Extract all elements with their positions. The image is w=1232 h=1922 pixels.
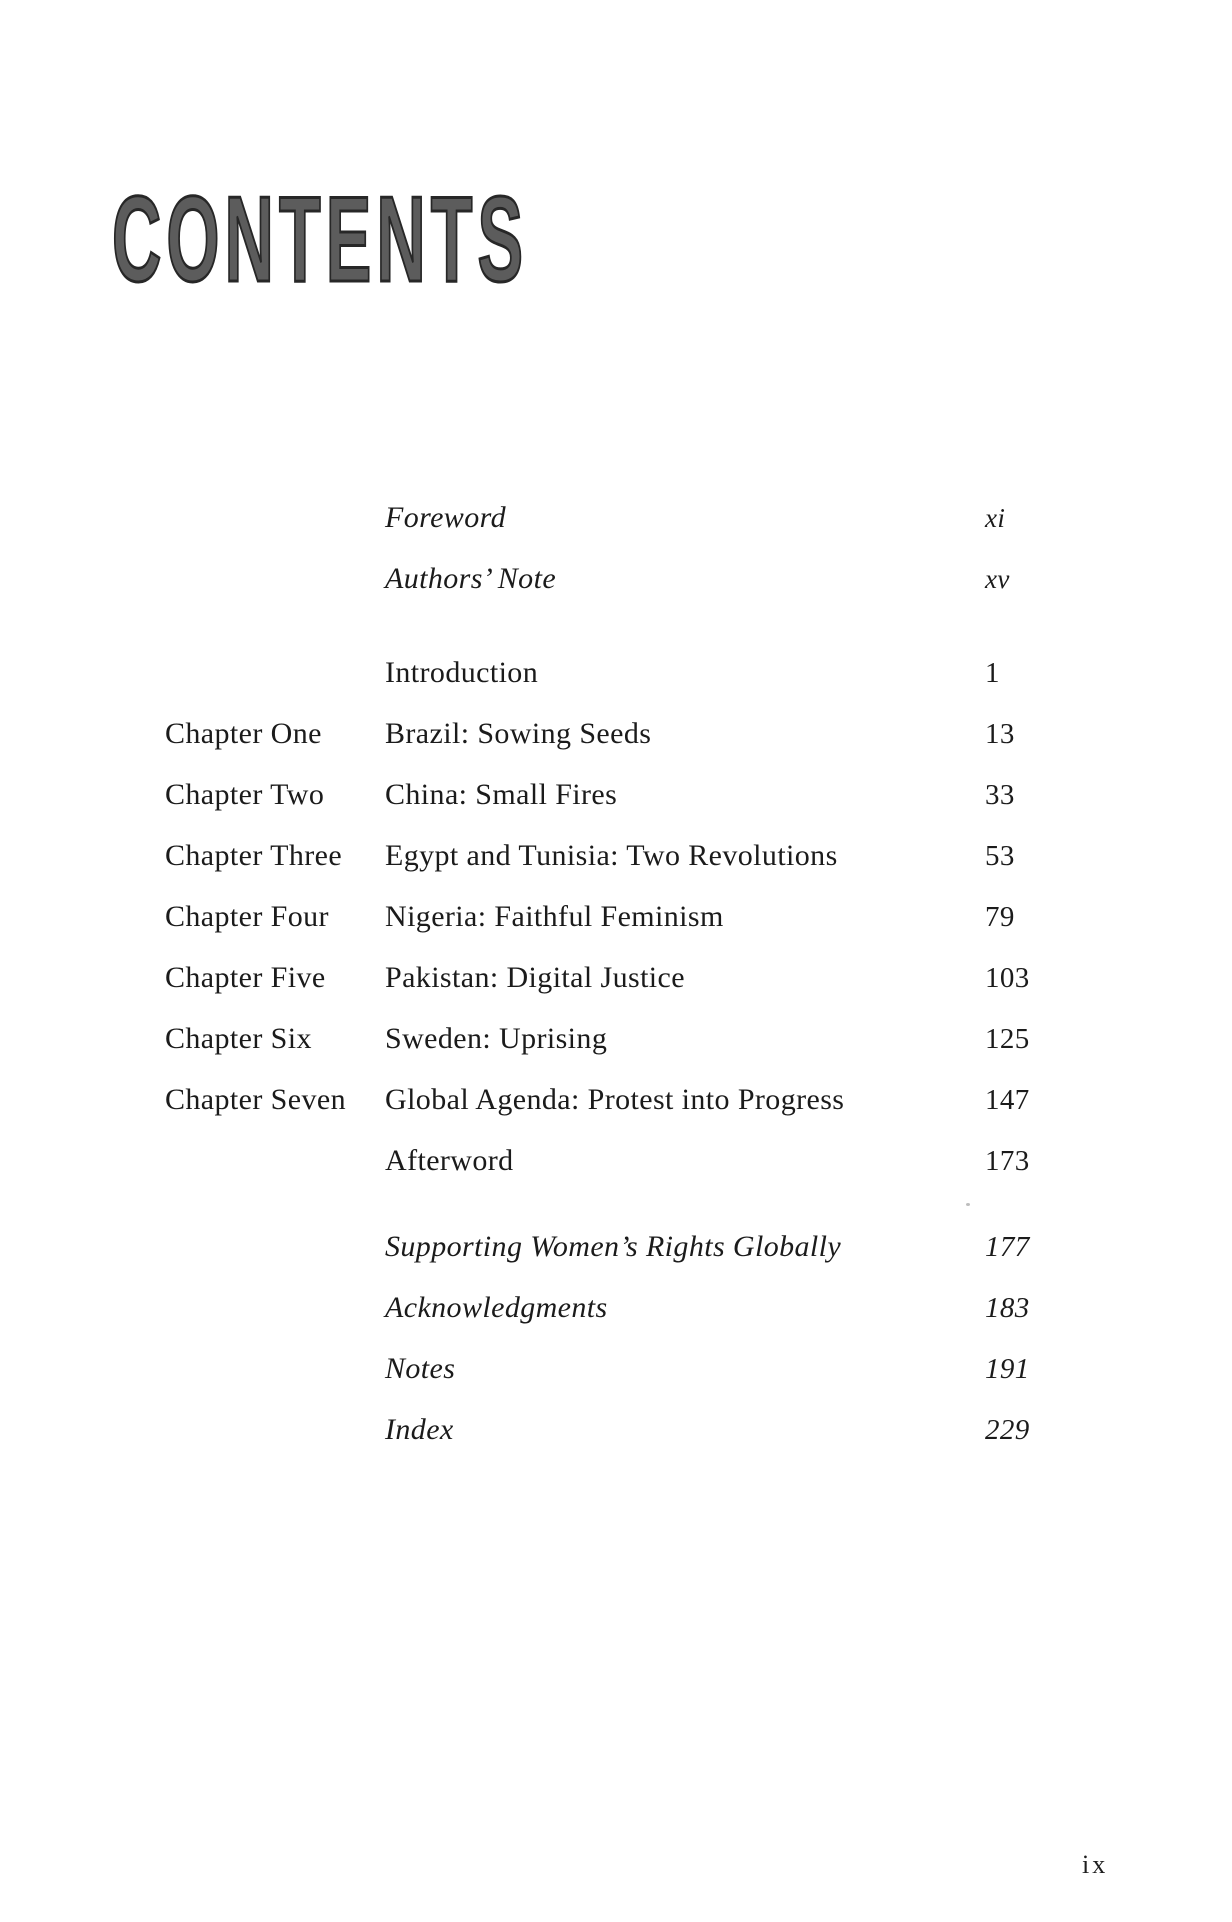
entry-title: Foreword <box>385 501 506 534</box>
entry-page-number: xi <box>985 503 1006 533</box>
toc-entry <box>165 1229 1065 1290</box>
entry-page-number: 177 <box>985 1231 1030 1263</box>
entry-title: Afterword <box>385 1144 514 1177</box>
entry-title: Brazil: Sowing Seeds <box>385 717 652 750</box>
entry-title: Index <box>385 1413 454 1446</box>
entry-page-number: 1 <box>985 657 1000 689</box>
entry-title: Sweden: Uprising <box>385 1022 608 1055</box>
toc-entry <box>165 500 1065 561</box>
toc-section-back-matter <box>165 1229 1065 1473</box>
chapter-label: Chapter Six <box>165 1022 312 1055</box>
toc-entry <box>165 838 1065 899</box>
toc-entry <box>165 777 1065 838</box>
entry-page-number: 103 <box>985 962 1030 994</box>
toc-section-chapters <box>165 655 1065 1204</box>
entry-title: Pakistan: Digital Justice <box>385 961 685 994</box>
table-of-contents <box>165 500 1065 1473</box>
entry-page-number: 53 <box>985 840 1015 872</box>
chapter-label: Chapter Four <box>165 900 329 933</box>
chapter-label: Chapter Two <box>165 778 325 811</box>
toc-entry <box>165 1290 1065 1351</box>
toc-entry <box>165 561 1065 622</box>
entry-title: Egypt and Tunisia: Two Revolutions <box>385 839 838 872</box>
toc-entry <box>165 1082 1065 1143</box>
entry-page-number: 147 <box>985 1084 1030 1116</box>
entry-title: Introduction <box>385 656 539 689</box>
entry-page-number: 191 <box>985 1353 1030 1385</box>
toc-entry <box>165 960 1065 1021</box>
entry-page-number: 79 <box>985 901 1015 933</box>
entry-page-number: 33 <box>985 779 1015 811</box>
entry-page-number: 183 <box>985 1292 1030 1324</box>
toc-entry <box>165 655 1065 716</box>
entry-title: Authors’ Note <box>385 562 557 595</box>
toc-entry <box>165 716 1065 777</box>
entry-page-number: xv <box>985 564 1010 594</box>
chapter-label: Chapter One <box>165 717 322 750</box>
folio-page-number: ix <box>1082 1850 1109 1879</box>
entry-title: China: Small Fires <box>385 778 618 811</box>
page-title: CONTENTS <box>112 171 529 307</box>
entry-page-number: 229 <box>985 1414 1030 1446</box>
toc-section-front-matter <box>165 500 1065 622</box>
entry-title: Supporting Women’s Rights Globally <box>385 1230 842 1263</box>
toc-entry <box>165 1412 1065 1473</box>
entry-page-number: 173 <box>985 1145 1030 1177</box>
entry-title: Global Agenda: Protest into Progress <box>385 1083 845 1116</box>
print-speck <box>966 1203 970 1206</box>
entry-title: Acknowledgments <box>385 1291 608 1324</box>
chapter-label: Chapter Three <box>165 839 343 872</box>
chapter-label: Chapter Seven <box>165 1083 346 1116</box>
entry-page-number: 13 <box>985 718 1015 750</box>
entry-page-number: 125 <box>985 1023 1030 1055</box>
toc-entry <box>165 1143 1065 1204</box>
toc-entry <box>165 1351 1065 1412</box>
toc-entry <box>165 1021 1065 1082</box>
entry-title: Nigeria: Faithful Feminism <box>385 900 724 933</box>
toc-entry <box>165 899 1065 960</box>
chapter-label: Chapter Five <box>165 961 326 994</box>
entry-title: Notes <box>385 1352 456 1385</box>
